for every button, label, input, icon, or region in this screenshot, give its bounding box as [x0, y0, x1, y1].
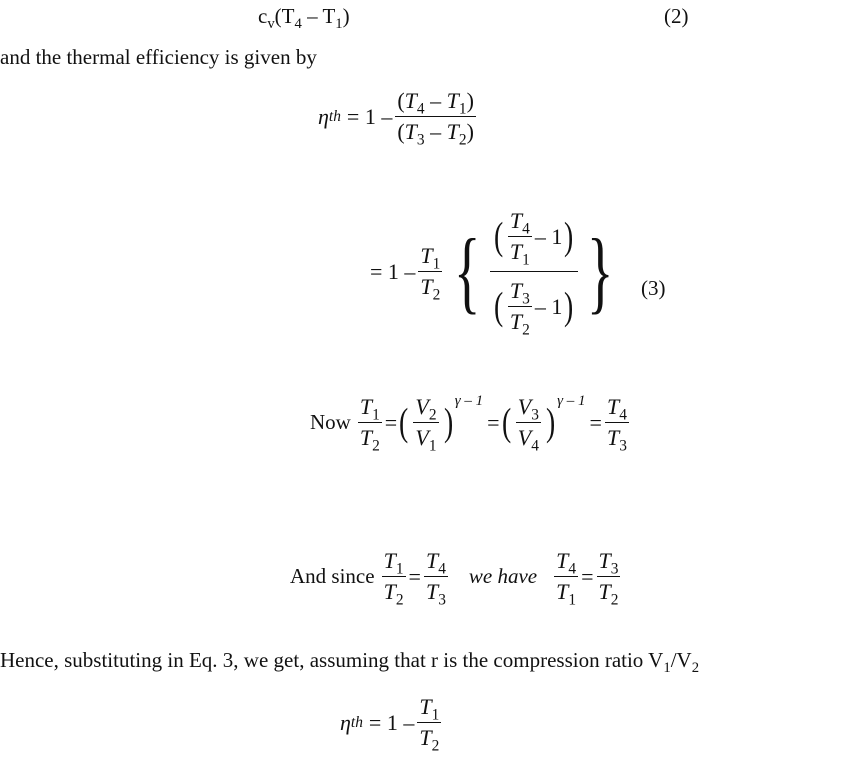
final-efficiency-equation: η th = 1 – $\frac{T_1}{T_2}$ — [340, 694, 440, 755]
ratio-equality-statement: And since $\frac{T_1}{T_2}$ = $\frac{T_4}{T_3}$ we have $\frac{T_4}{T_1}$ = $\frac{T_3}{T_2}$ — [290, 548, 619, 609]
left-brace: { — [454, 219, 481, 322]
efficiency-fraction: $\frac{(T_4 - T_1)}{(T_3 - T_2)}$ — [397, 88, 474, 149]
t1-over-t2-fraction: $\frac{T_1}{T_2}$ — [420, 243, 441, 304]
ratio-fraction: ( $\frac{T_4}{T_1}$ – 1 ) ( $\frac{T_3}{T_2}$ – 1 ) — [490, 208, 578, 335]
paragraph-efficiency-intro: and the thermal efficiency is given by — [0, 45, 317, 69]
efficiency-equation: η th = 1 – $\frac{(T_4 - T_1)}{(T_3 - T_2)}$ — [318, 88, 474, 149]
energy-rejected-expression: $c_v(T_4 - T_1)$ — [258, 4, 350, 33]
equation-number-3: (3) — [641, 276, 666, 300]
equation-number-2: (2) — [664, 4, 689, 28]
temperature-volume-relation: Now $\frac{T_1}{T_2}$ = ( $\frac{V_2}{V_1}$ ) γ – 1 = ( $\frac{V_3}{V_4}$ ) γ – 1 = $\frac{T_4}{T_3}$ — [310, 392, 627, 455]
paragraph-substitution: Hence, substituting in Eq. 3, we get, assuming that r is the compression ratio $V_1/V_2$ — [0, 648, 700, 677]
efficiency-equation-3: = 1 – $\frac{T_1}{T_2}$ { ( $\frac{T_4}{T_1}$ – 1 ) ( $\frac{T_3}{T_2}$ – 1 ) } — [370, 208, 614, 339]
right-brace: } — [586, 219, 614, 322]
